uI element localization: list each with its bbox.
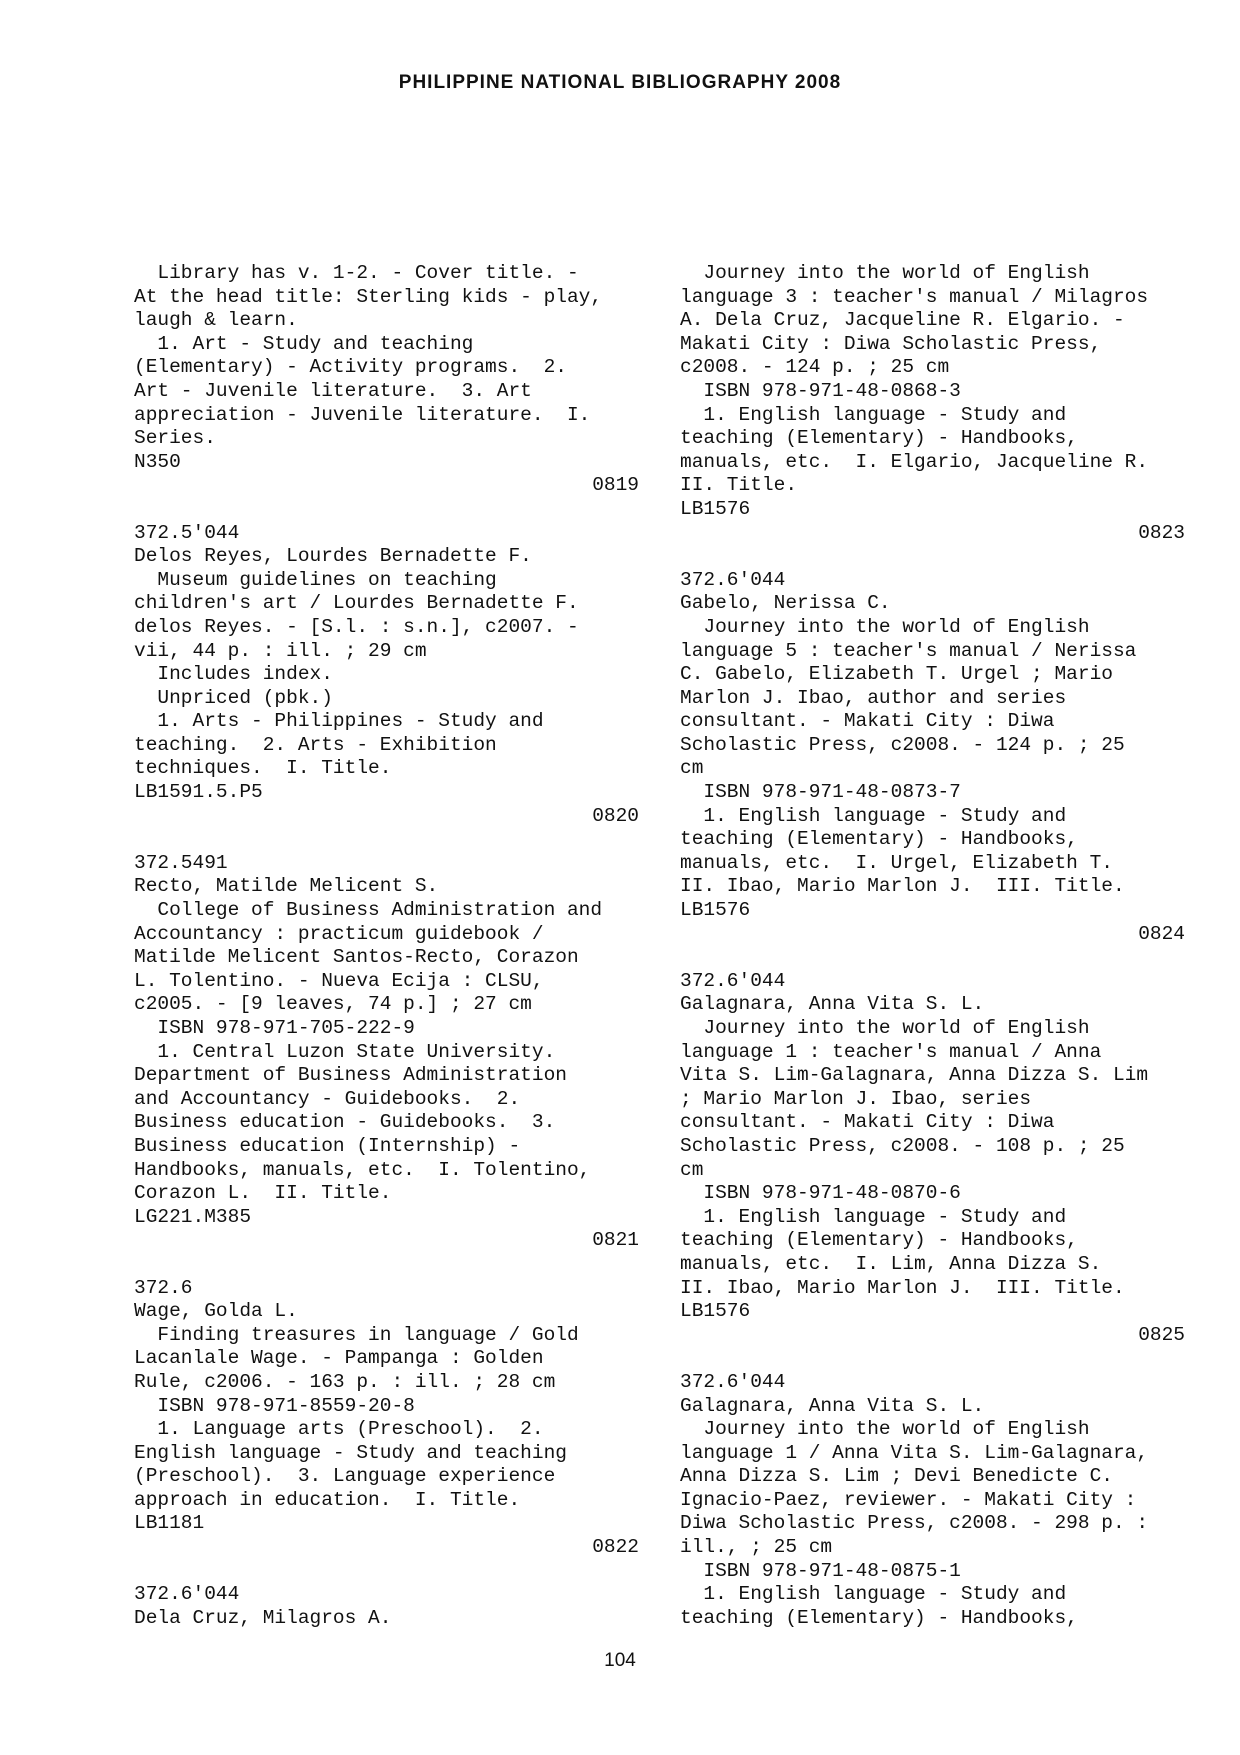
text-line: Scholastic Press, c2008. - 124 p. ; 25 <box>680 733 1125 756</box>
text-line: Art - Juvenile literature. 3. Art <box>134 379 532 402</box>
text-line: 1. English language - Study and <box>680 1583 1067 1606</box>
text-line: cm <box>680 1158 704 1181</box>
text-line: L. Tolentino. - Nueva Ecija : CLSU, <box>134 969 544 992</box>
text-line: Vita S. Lim-Galagnara, Anna Dizza S. Lim <box>680 1064 1149 1087</box>
text-line: LG221.M385 <box>134 1205 252 1228</box>
text-line: 372.6'044 <box>134 1583 240 1606</box>
text-line: Dela Cruz, Milagros A. <box>134 1606 392 1629</box>
text-line: Galagnara, Anna Vita S. L. <box>680 993 985 1016</box>
text-line: teaching (Elementary) - Handbooks, <box>680 828 1078 851</box>
text-line: English language - Study and teaching <box>134 1441 567 1464</box>
text-line: LB1576 <box>680 899 751 922</box>
page-title: PHILIPPINE NATIONAL BIBLIOGRAPHY 2008 <box>398 72 842 93</box>
text-line: Department of Business Administration <box>134 1064 567 1087</box>
text-line: N350 <box>134 450 181 473</box>
text-line: c2005. - [9 leaves, 74 p.] ; 27 cm <box>134 993 532 1016</box>
text-line: Ignacio-Paez, reviewer. - Makati City : <box>680 1488 1137 1511</box>
entry-number: 0820 <box>592 804 639 827</box>
text-line: ISBN 978-971-48-0870-6 <box>680 1182 961 1205</box>
text-line <box>134 498 639 522</box>
text-line: vii, 44 p. : ill. ; 29 cm <box>134 639 427 662</box>
text-line: College of Business Administration and <box>134 899 603 922</box>
text-line: teaching (Elementary) - Handbooks, <box>680 1229 1078 1252</box>
text-line: LB1576 <box>680 497 751 520</box>
text-line: delos Reyes. - [S.l. : s.n.], c2007. - <box>134 615 579 638</box>
text-line: Business education (Internship) - <box>134 1134 521 1157</box>
text-line: 1. English language - Study and <box>680 1205 1067 1228</box>
text-line: 1. Arts - Philippines - Study and <box>134 710 544 733</box>
text-line: 1. Language arts (Preschool). 2. <box>134 1418 544 1441</box>
text-line: II. Ibao, Mario Marlon J. III. Title. <box>680 1276 1125 1299</box>
text-line: cm <box>680 757 704 780</box>
text-line: Gabelo, Nerissa C. <box>680 592 891 615</box>
text-line <box>680 1347 1185 1371</box>
text-line: techniques. I. Title. <box>134 757 392 780</box>
text-line: Scholastic Press, c2008. - 108 p. ; 25 <box>680 1134 1125 1157</box>
text-line: Marlon J. Ibao, author and series <box>680 686 1067 709</box>
text-line: manuals, etc. I. Lim, Anna Dizza S. <box>680 1252 1102 1275</box>
entry-number: 0823 <box>1138 521 1185 544</box>
text-line: Series. <box>134 427 216 450</box>
text-line: Diwa Scholastic Press, c2008. - 298 p. : <box>680 1512 1149 1535</box>
text-line: Lacanlale Wage. - Pampanga : Golden <box>134 1347 544 1370</box>
text-line: c2008. - 124 p. ; 25 cm <box>680 356 950 379</box>
text-line: LB1591.5.P5 <box>134 781 263 804</box>
text-line: Makati City : Diwa Scholastic Press, <box>680 332 1102 355</box>
text-line: (Preschool). 3. Language experience <box>134 1465 556 1488</box>
text-line: (Elementary) - Activity programs. 2. <box>134 356 567 379</box>
text-line: ISBN 978-971-48-0873-7 <box>680 781 961 804</box>
text-line: consultant. - Makati City : Diwa <box>680 710 1055 733</box>
text-line: 372.6 <box>134 1276 193 1299</box>
text-line: ISBN 978-971-48-0875-1 <box>680 1559 961 1582</box>
text-line: language 3 : teacher's manual / Milagros <box>680 285 1149 308</box>
text-line: Wage, Golda L. <box>134 1300 298 1323</box>
text-line: 372.6'044 <box>680 1370 786 1393</box>
page-number: 104 <box>604 1650 636 1671</box>
text-line: approach in education. I. Title. <box>134 1488 521 1511</box>
text-line: Journey into the world of English <box>680 1418 1090 1441</box>
text-line: 372.5491 <box>134 851 228 874</box>
text-line: Matilde Melicent Santos-Recto, Corazon <box>134 946 579 969</box>
right-column <box>680 262 1185 1630</box>
text-line <box>680 946 1185 970</box>
text-line: II. Title. <box>680 474 798 497</box>
text-line <box>134 1560 639 1584</box>
text-line: consultant. - Makati City : Diwa <box>680 1111 1055 1134</box>
text-line <box>134 828 639 852</box>
text-line: Journey into the world of English <box>680 262 1090 284</box>
text-line: Accountancy : practicum guidebook / <box>134 922 544 945</box>
text-line: Galagnara, Anna Vita S. L. <box>680 1394 985 1417</box>
text-line: Library has v. 1-2. - Cover title. - <box>134 262 579 284</box>
text-line: Recto, Matilde Melicent S. <box>134 875 439 898</box>
text-line <box>680 545 1185 569</box>
text-line: Journey into the world of English <box>680 615 1090 638</box>
entry-number: 0821 <box>592 1229 639 1252</box>
text-line: At the head title: Sterling kids - play, <box>134 285 603 308</box>
text-line: laugh & learn. <box>134 309 298 332</box>
text-line: teaching (Elementary) - Handbooks, <box>680 427 1078 450</box>
text-line: C. Gabelo, Elizabeth T. Urgel ; Mario <box>680 663 1113 686</box>
text-line: Unpriced (pbk.) <box>134 686 333 709</box>
text-line: language 1 : teacher's manual / Anna <box>680 1040 1102 1063</box>
text-line: Delos Reyes, Lourdes Bernadette F. <box>134 545 532 568</box>
text-line: language 1 / Anna Vita S. Lim-Galagnara, <box>680 1441 1149 1464</box>
entry-number: 0824 <box>1138 922 1185 945</box>
text-line: Finding treasures in language / Gold <box>134 1323 579 1346</box>
text-line: manuals, etc. I. Urgel, Elizabeth T. <box>680 851 1113 874</box>
text-line: ISBN 978-971-48-0868-3 <box>680 379 961 402</box>
text-line: teaching (Elementary) - Handbooks, <box>680 1606 1078 1629</box>
text-line: 372.5'044 <box>134 521 240 544</box>
text-line: 1. Art - Study and teaching <box>134 332 474 355</box>
text-line: language 5 : teacher's manual / Nerissa <box>680 639 1137 662</box>
text-line: Anna Dizza S. Lim ; Devi Benedicte C. <box>680 1465 1113 1488</box>
text-line: manuals, etc. I. Elgario, Jacqueline R. <box>680 450 1149 473</box>
text-line: 372.6'044 <box>680 969 786 992</box>
text-line <box>134 1253 639 1277</box>
text-line: teaching. 2. Arts - Exhibition <box>134 733 497 756</box>
text-line: 1. Central Luzon State University. <box>134 1040 556 1063</box>
text-line: Business education - Guidebooks. 3. <box>134 1111 556 1134</box>
text-line: 372.6'044 <box>680 568 786 591</box>
text-line: children's art / Lourdes Bernadette F. <box>134 592 579 615</box>
entry-number: 0825 <box>1138 1323 1185 1346</box>
text-line: Corazon L. II. Title. <box>134 1182 392 1205</box>
text-line: ISBN 978-971-705-222-9 <box>134 1017 415 1039</box>
text-line: ill., ; 25 cm <box>680 1536 833 1559</box>
text-line: A. Dela Cruz, Jacqueline R. Elgario. - <box>680 309 1125 332</box>
text-line: 1. English language - Study and <box>680 403 1067 426</box>
text-line: ISBN 978-971-8559-20-8 <box>134 1394 415 1417</box>
text-line: II. Ibao, Mario Marlon J. III. Title. <box>680 875 1125 898</box>
left-column <box>134 262 639 1630</box>
entry-number: 0822 <box>592 1536 639 1559</box>
text-line: Rule, c2006. - 163 p. : ill. ; 28 cm <box>134 1370 556 1393</box>
text-line: Handbooks, manuals, etc. I. Tolentino, <box>134 1158 591 1181</box>
text-line: Museum guidelines on teaching <box>134 568 497 591</box>
text-line: LB1576 <box>680 1300 751 1323</box>
text-line: 1. English language - Study and <box>680 804 1067 827</box>
text-line: Journey into the world of English <box>680 1017 1090 1039</box>
text-line: ; Mario Marlon J. Ibao, series <box>680 1087 1032 1110</box>
text-line: appreciation - Juvenile literature. I. <box>134 403 591 426</box>
entry-number: 0819 <box>592 474 639 497</box>
text-line: and Accountancy - Guidebooks. 2. <box>134 1087 521 1110</box>
text-line: Includes index. <box>134 663 333 686</box>
text-line: LB1181 <box>134 1512 205 1535</box>
